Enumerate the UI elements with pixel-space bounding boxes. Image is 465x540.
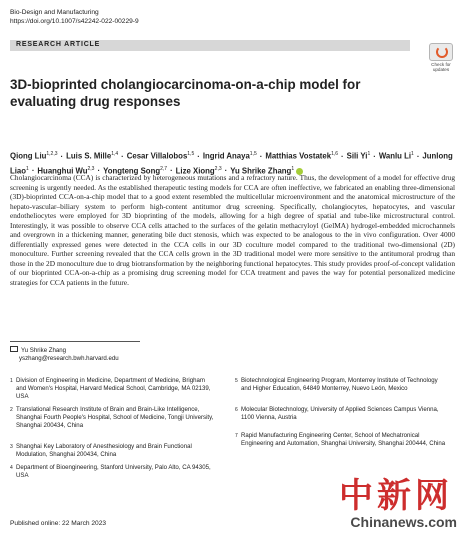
check-updates-line2: updates — [432, 67, 450, 73]
author-name: Ingrid Anaya — [202, 151, 250, 161]
chinanews-watermark — [319, 468, 459, 538]
journal-name: Bio-Design and Manufacturing — [10, 9, 99, 16]
article-title: 3D-bioprinted cholangiocarcinoma-on-a-chip model for evaluating drug responses — [10, 77, 361, 109]
author-affiliation-marks: 1,5 — [187, 151, 195, 157]
author-affiliation-marks: 2,3 — [87, 165, 95, 172]
author-name: Cesar Villalobos — [126, 151, 188, 161]
affiliation-7: 7 Rapid Manufacturing Engineering Center, School of Mechatronical Engineering and Automation, Shanghai University, Shanghai 200444, China — [235, 432, 446, 448]
affiliation-1: 1 Division of Engineering in Medicine, Department of Medicine, Brigham and Women's Hospital, Harvard Medical School, Cambridge, MA 02139, USA — [10, 377, 211, 401]
watermark-chinese: 中新网 — [339, 476, 453, 516]
author-separator: · — [341, 151, 344, 161]
published-date: Published online: 22 March 2023 — [10, 520, 107, 527]
doi-link[interactable]: https://doi.org/10.1007/s42242-022-00229-9 — [10, 18, 139, 25]
author-affiliation-marks: 1,5 — [249, 151, 257, 157]
author-name: Yu Shrike Zhang — [230, 166, 292, 176]
author-affiliation-marks: 2,7 — [160, 165, 168, 172]
affiliation-2: 2 Translational Research Institute of Brain and Brain-Like Intelligence, Shanghai Fourth People's Hospital, School of Medicine, Tongji University, Shanghai 200434, China — [10, 406, 214, 430]
author-name: Lize Xiong — [175, 166, 215, 176]
correspondence — [10, 347, 119, 363]
affiliation-5: 5 Biotechnological Engineering Program, Monterrey Institute of Technology and Higher Education, 64849 Monterrey, Nuevo León, Mexico — [235, 377, 438, 393]
author-separator: · — [97, 166, 101, 176]
check-updates-line1: Check for — [431, 62, 451, 67]
author-affiliation-marks: 2,3 — [214, 165, 222, 172]
author-separator: · — [170, 166, 173, 176]
author-separator: · — [373, 151, 376, 161]
author-name: Qiong Liu — [10, 151, 47, 161]
author-name: Sili Yi — [346, 151, 368, 161]
article-type: RESEARCH ARTICLE — [16, 41, 101, 48]
watermark-english: Chinanews.com — [350, 514, 457, 530]
affiliation-6: 6 Molecular Biotechnology, University of Applied Sciences Campus Vienna, 1100 Vienna, Austria — [235, 406, 439, 422]
author-separator: · — [60, 151, 64, 161]
author-name: Wanlu Li — [378, 151, 412, 161]
article-type-bar — [10, 40, 410, 51]
author-separator: · — [121, 151, 124, 161]
corresponding-author-name: Yu Shrike Zhang — [21, 347, 67, 354]
abstract: Cholangiocarcinoma (CCA) is characterized by heterogeneous mutations and a refractory nature. Thus, the development of a model for effective drug screening is urgently needed. As the established therapeutic testing models for CCA are often ineffective, we fabricated an enabling three-dimensional (3D)-bioprinted CCA-on-a-chip model that to a good extent resembled the multicellular microenvironment and the anatomical microstructure of the hepato-vascular–biliary system to perform high-content antitumor drug screening. Specifically, cholangiocytes, hepatocytes, and vascular endotheliocytes were employed for 3D bioprinting of the models, allowing for a high degree of spatial and tube-like microstructural control. Interestingly, it was possible to observe CCA cells attached to the surfaces of the gelatin methacryloyl (GelMA) hydrogel-embedded microchannels and overgrown in a thickening manner, generating bile duct stenosis, which was expected to be analogous to the in vivo configuration. Over 4000 differentially expressed genes were detected in the CCA cells in our 3D coculture model compared to the traditional two-dimensional (2D) monoculture. Further screening revealed that the CCA cells grown in the 3D traditional model were more sensitive to the antitumoral prodrug than those in the 2D monoculture due to drug biotransformation by the neighboring functional hepatocytes. This study provides proof-of-concept validation of our bioprinted CCA-on-a-chip as a promising drug screening model for CCA treatment and paves the way for potential personalized medicine strategies for CCA patients in the future. — [10, 173, 455, 287]
author-name: Junlong Liao — [10, 151, 453, 176]
author-affiliation-marks: 1 — [367, 151, 371, 157]
author-separator: · — [197, 151, 200, 161]
author-affiliation-marks: 1,2,3 — [46, 151, 58, 157]
author-name: Luis S. Mille — [66, 151, 112, 161]
envelope-icon — [10, 346, 18, 352]
author-affiliation-marks: 1,6 — [331, 151, 339, 157]
affiliation-3: 3 Shanghai Key Laboratory of Anesthesiology and Brain Functional Modulation, Shanghai 200434, China — [10, 443, 192, 459]
author-separator: · — [224, 166, 228, 176]
author-separator: · — [416, 151, 420, 161]
footnote-divider — [10, 341, 140, 342]
check-for-updates-badge[interactable] — [426, 43, 456, 72]
author-affiliation-marks: 1 — [291, 165, 295, 172]
author-name: Huanghui Wu — [37, 166, 88, 176]
author-separator: · — [31, 166, 35, 176]
check-updates-icon — [429, 43, 453, 61]
journal-header — [10, 8, 139, 26]
author-name: Yongteng Song — [103, 166, 161, 176]
author-affiliation-marks: 1,4 — [111, 151, 119, 157]
author-separator: · — [259, 151, 263, 161]
affiliation-4: 4 Department of Bioengineering, Stanford University, Palo Alto, CA 94305, USA — [10, 464, 211, 480]
author-affiliation-marks: 1 — [411, 151, 414, 157]
author-affiliation-marks: 1 — [26, 165, 29, 172]
author-name: Matthias Vostatek — [265, 151, 332, 161]
corresponding-author-email[interactable]: yszhang@research.bwh.harvard.edu — [19, 355, 119, 362]
